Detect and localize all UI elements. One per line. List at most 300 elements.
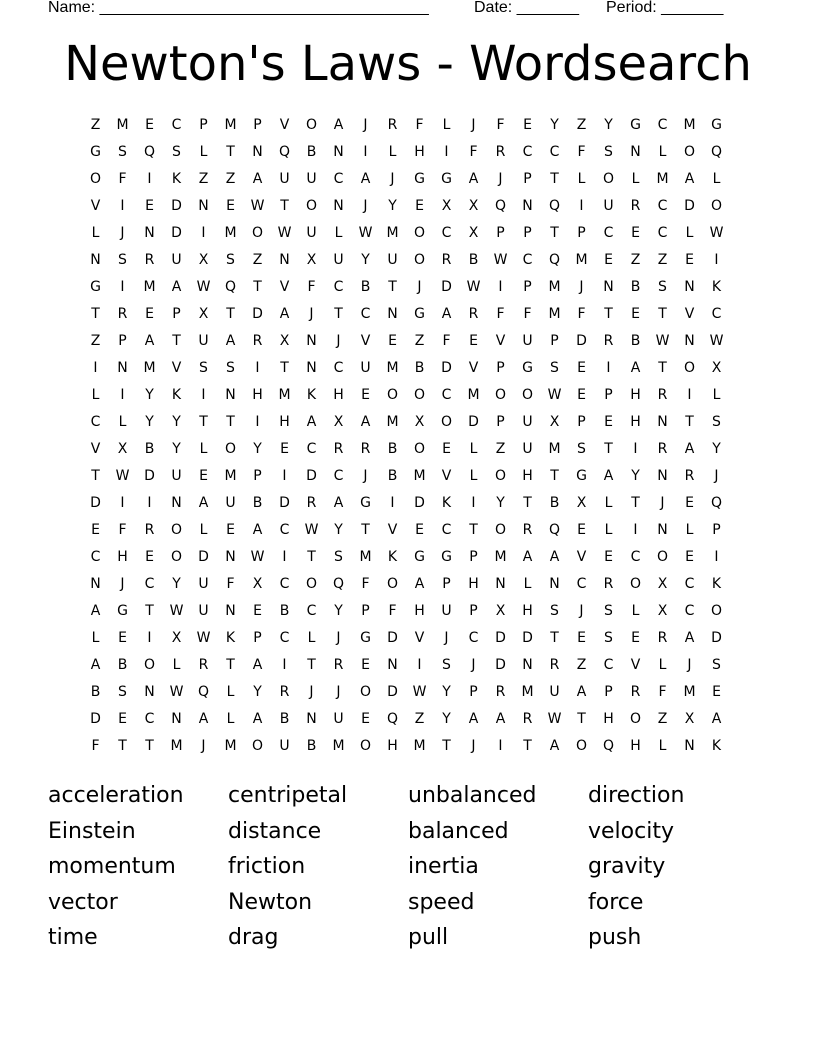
grid-letter[interactable]: D bbox=[684, 198, 695, 214]
grid-letter[interactable]: V bbox=[684, 306, 695, 322]
grid-letter[interactable]: Z bbox=[657, 711, 668, 727]
grid-letter[interactable]: W bbox=[709, 333, 724, 349]
grid-letter[interactable]: L bbox=[631, 603, 640, 619]
grid-letter[interactable]: Z bbox=[252, 252, 263, 268]
grid-letter[interactable]: E bbox=[361, 657, 370, 673]
grid-letter[interactable]: H bbox=[387, 738, 398, 754]
grid-letter[interactable]: T bbox=[658, 360, 667, 376]
grid-letter[interactable]: L bbox=[91, 387, 100, 403]
grid-letter[interactable]: L bbox=[226, 711, 235, 727]
grid-letter[interactable]: H bbox=[252, 387, 263, 403]
grid-letter[interactable]: T bbox=[91, 306, 100, 322]
grid-letter[interactable]: R bbox=[630, 684, 641, 700]
grid-letter[interactable]: H bbox=[414, 603, 425, 619]
grid-letter[interactable]: R bbox=[333, 657, 344, 673]
grid-letter[interactable]: J bbox=[471, 657, 476, 673]
grid-letter[interactable]: I bbox=[606, 360, 611, 376]
grid-letter[interactable]: C bbox=[279, 576, 290, 592]
grid-letter[interactable]: T bbox=[280, 198, 289, 214]
grid-letter[interactable]: W bbox=[466, 279, 481, 295]
grid-letter[interactable]: O bbox=[656, 549, 669, 565]
grid-letter[interactable]: Z bbox=[414, 333, 425, 349]
grid-letter[interactable]: N bbox=[144, 684, 155, 700]
grid-letter[interactable]: V bbox=[279, 117, 290, 133]
grid-letter[interactable]: O bbox=[440, 414, 453, 430]
grid-letter[interactable]: E bbox=[145, 549, 154, 565]
grid-letter[interactable]: X bbox=[171, 630, 182, 646]
grid-letter[interactable]: O bbox=[494, 468, 507, 484]
grid-letter[interactable]: C bbox=[441, 522, 452, 538]
grid-letter[interactable]: H bbox=[522, 468, 533, 484]
grid-letter[interactable]: I bbox=[282, 468, 287, 484]
grid-letter[interactable]: T bbox=[172, 333, 181, 349]
grid-letter[interactable]: L bbox=[685, 522, 694, 538]
grid-letter[interactable]: E bbox=[91, 522, 100, 538]
grid-letter[interactable]: C bbox=[360, 306, 371, 322]
grid-letter[interactable]: W bbox=[196, 630, 211, 646]
grid-letter[interactable]: R bbox=[360, 441, 371, 457]
grid-letter[interactable]: U bbox=[198, 576, 209, 592]
grid-letter[interactable]: I bbox=[255, 414, 260, 430]
grid-letter[interactable]: L bbox=[604, 522, 613, 538]
grid-letter[interactable]: V bbox=[441, 468, 452, 484]
grid-letter[interactable]: O bbox=[359, 684, 372, 700]
grid-letter[interactable]: F bbox=[496, 306, 505, 322]
grid-letter[interactable]: N bbox=[387, 657, 398, 673]
grid-letter[interactable]: T bbox=[199, 414, 208, 430]
grid-letter[interactable]: M bbox=[548, 306, 561, 322]
grid-letter[interactable]: Z bbox=[198, 171, 209, 187]
grid-letter[interactable]: A bbox=[360, 171, 371, 187]
grid-letter[interactable]: S bbox=[118, 684, 127, 700]
grid-letter[interactable]: X bbox=[711, 360, 722, 376]
grid-letter[interactable]: Z bbox=[90, 333, 101, 349]
grid-letter[interactable]: E bbox=[118, 630, 127, 646]
grid-letter[interactable]: T bbox=[91, 468, 100, 484]
grid-letter[interactable]: L bbox=[658, 738, 667, 754]
grid-letter[interactable]: T bbox=[604, 441, 613, 457]
grid-letter[interactable]: V bbox=[576, 549, 587, 565]
grid-letter[interactable]: B bbox=[387, 441, 398, 457]
grid-letter[interactable]: N bbox=[198, 198, 209, 214]
grid-letter[interactable]: B bbox=[630, 279, 641, 295]
grid-letter[interactable]: N bbox=[630, 144, 641, 160]
grid-letter[interactable]: F bbox=[442, 333, 451, 349]
grid-letter[interactable]: O bbox=[143, 657, 156, 673]
grid-letter[interactable]: R bbox=[657, 387, 668, 403]
grid-letter[interactable]: G bbox=[576, 468, 587, 484]
grid-letter[interactable]: X bbox=[333, 414, 344, 430]
grid-letter[interactable]: P bbox=[550, 333, 559, 349]
grid-letter[interactable]: N bbox=[657, 414, 668, 430]
grid-letter[interactable]: V bbox=[360, 333, 371, 349]
grid-letter[interactable]: W bbox=[358, 225, 373, 241]
grid-letter[interactable]: D bbox=[306, 468, 317, 484]
grid-letter[interactable]: J bbox=[444, 630, 449, 646]
grid-letter[interactable]: X bbox=[657, 576, 668, 592]
grid-letter[interactable]: T bbox=[145, 603, 154, 619]
grid-letter[interactable]: D bbox=[144, 468, 155, 484]
grid-letter[interactable]: I bbox=[417, 657, 422, 673]
grid-letter[interactable]: D bbox=[387, 630, 398, 646]
grid-letter[interactable]: Q bbox=[710, 495, 723, 511]
grid-letter[interactable]: M bbox=[494, 549, 507, 565]
grid-letter[interactable]: N bbox=[117, 360, 128, 376]
grid-letter[interactable]: B bbox=[144, 441, 155, 457]
grid-letter[interactable]: E bbox=[388, 333, 397, 349]
grid-letter[interactable]: R bbox=[657, 441, 668, 457]
grid-letter[interactable]: M bbox=[143, 279, 156, 295]
grid-letter[interactable]: E bbox=[442, 441, 451, 457]
grid-letter[interactable]: E bbox=[523, 117, 532, 133]
grid-letter[interactable]: I bbox=[363, 144, 368, 160]
grid-letter[interactable]: C bbox=[549, 144, 560, 160]
grid-letter[interactable]: W bbox=[547, 387, 562, 403]
grid-letter[interactable]: E bbox=[604, 252, 613, 268]
grid-letter[interactable]: Q bbox=[386, 711, 399, 727]
grid-letter[interactable]: C bbox=[684, 603, 695, 619]
grid-letter[interactable]: E bbox=[199, 468, 208, 484]
grid-letter[interactable]: J bbox=[336, 684, 341, 700]
grid-letter[interactable]: L bbox=[226, 684, 235, 700]
grid-letter[interactable]: Q bbox=[332, 576, 345, 592]
grid-letter[interactable]: N bbox=[684, 279, 695, 295]
grid-letter[interactable]: J bbox=[714, 468, 719, 484]
grid-letter[interactable]: Y bbox=[253, 441, 262, 457]
grid-letter[interactable]: S bbox=[226, 360, 235, 376]
grid-letter[interactable]: B bbox=[279, 711, 290, 727]
grid-letter[interactable]: M bbox=[386, 360, 399, 376]
grid-letter[interactable]: P bbox=[469, 684, 478, 700]
grid-letter[interactable]: U bbox=[522, 414, 533, 430]
grid-letter[interactable]: D bbox=[495, 657, 506, 673]
grid-letter[interactable]: S bbox=[550, 603, 559, 619]
grid-letter[interactable]: D bbox=[387, 684, 398, 700]
grid-letter[interactable]: U bbox=[522, 333, 533, 349]
grid-letter[interactable]: U bbox=[279, 171, 290, 187]
grid-letter[interactable]: P bbox=[604, 387, 613, 403]
grid-letter[interactable]: M bbox=[143, 360, 156, 376]
grid-letter[interactable]: Y bbox=[334, 603, 343, 619]
grid-letter[interactable]: R bbox=[549, 657, 560, 673]
grid-letter[interactable]: O bbox=[251, 225, 264, 241]
grid-letter[interactable]: L bbox=[712, 171, 721, 187]
grid-letter[interactable]: G bbox=[90, 279, 101, 295]
grid-letter[interactable]: T bbox=[307, 549, 316, 565]
grid-letter[interactable]: V bbox=[630, 657, 641, 673]
grid-letter[interactable]: S bbox=[334, 549, 343, 565]
grid-letter[interactable]: E bbox=[361, 387, 370, 403]
grid-letter[interactable]: K bbox=[171, 387, 182, 403]
grid-letter[interactable]: Z bbox=[657, 252, 668, 268]
grid-letter[interactable]: P bbox=[523, 279, 532, 295]
grid-letter[interactable]: N bbox=[684, 333, 695, 349]
grid-letter[interactable]: B bbox=[360, 279, 371, 295]
grid-letter[interactable]: R bbox=[333, 441, 344, 457]
grid-letter[interactable]: F bbox=[307, 279, 316, 295]
grid-letter[interactable]: O bbox=[305, 117, 318, 133]
grid-letter[interactable]: S bbox=[604, 630, 613, 646]
grid-letter[interactable]: E bbox=[604, 549, 613, 565]
grid-letter[interactable]: P bbox=[523, 171, 532, 187]
grid-letter[interactable]: L bbox=[685, 225, 694, 241]
grid-letter[interactable]: O bbox=[305, 198, 318, 214]
grid-letter[interactable]: Q bbox=[548, 198, 561, 214]
grid-letter[interactable]: S bbox=[199, 360, 208, 376]
grid-letter[interactable]: B bbox=[90, 684, 101, 700]
grid-letter[interactable]: F bbox=[226, 576, 235, 592]
grid-letter[interactable]: S bbox=[712, 657, 721, 673]
grid-letter[interactable]: C bbox=[657, 117, 668, 133]
grid-letter[interactable]: Y bbox=[442, 684, 451, 700]
grid-letter[interactable]: M bbox=[224, 468, 237, 484]
grid-letter[interactable]: P bbox=[253, 468, 262, 484]
grid-letter[interactable]: C bbox=[657, 225, 668, 241]
grid-letter[interactable]: W bbox=[169, 684, 184, 700]
grid-letter[interactable]: G bbox=[117, 603, 128, 619]
grid-letter[interactable]: M bbox=[386, 225, 399, 241]
grid-letter[interactable]: D bbox=[495, 630, 506, 646]
grid-letter[interactable]: R bbox=[630, 198, 641, 214]
grid-letter[interactable]: S bbox=[442, 657, 451, 673]
grid-letter[interactable]: M bbox=[683, 684, 696, 700]
grid-letter[interactable]: L bbox=[199, 522, 208, 538]
grid-letter[interactable]: S bbox=[118, 144, 127, 160]
grid-letter[interactable]: Z bbox=[630, 252, 641, 268]
grid-letter[interactable]: R bbox=[441, 252, 452, 268]
grid-letter[interactable]: X bbox=[198, 252, 209, 268]
grid-letter[interactable]: X bbox=[468, 225, 479, 241]
grid-letter[interactable]: O bbox=[629, 576, 642, 592]
grid-letter[interactable]: E bbox=[145, 198, 154, 214]
grid-letter[interactable]: G bbox=[441, 171, 452, 187]
grid-letter[interactable]: L bbox=[388, 144, 397, 160]
grid-letter[interactable]: J bbox=[336, 630, 341, 646]
grid-letter[interactable]: P bbox=[442, 576, 451, 592]
grid-letter[interactable]: T bbox=[334, 306, 343, 322]
grid-letter[interactable]: X bbox=[117, 441, 128, 457]
grid-letter[interactable]: C bbox=[576, 576, 587, 592]
grid-letter[interactable]: J bbox=[336, 333, 341, 349]
grid-letter[interactable]: R bbox=[144, 522, 155, 538]
grid-letter[interactable]: I bbox=[282, 657, 287, 673]
grid-letter[interactable]: E bbox=[577, 522, 586, 538]
grid-letter[interactable]: A bbox=[171, 279, 182, 295]
grid-letter[interactable]: N bbox=[306, 333, 317, 349]
grid-letter[interactable]: L bbox=[577, 171, 586, 187]
grid-letter[interactable]: Y bbox=[145, 387, 154, 403]
grid-letter[interactable]: G bbox=[360, 630, 371, 646]
grid-letter[interactable]: C bbox=[441, 225, 452, 241]
grid-letter[interactable]: A bbox=[549, 738, 560, 754]
grid-letter[interactable]: S bbox=[604, 603, 613, 619]
grid-letter[interactable]: M bbox=[278, 387, 291, 403]
grid-letter[interactable]: C bbox=[144, 576, 155, 592]
grid-letter[interactable]: J bbox=[687, 657, 692, 673]
grid-letter[interactable]: E bbox=[118, 711, 127, 727]
grid-letter[interactable]: X bbox=[495, 603, 506, 619]
grid-letter[interactable]: F bbox=[388, 603, 397, 619]
grid-letter[interactable]: D bbox=[90, 711, 101, 727]
grid-letter[interactable]: E bbox=[577, 630, 586, 646]
grid-letter[interactable]: Z bbox=[414, 711, 425, 727]
grid-letter[interactable]: A bbox=[495, 711, 506, 727]
grid-letter[interactable]: B bbox=[387, 468, 398, 484]
grid-letter[interactable]: A bbox=[522, 549, 533, 565]
grid-letter[interactable]: R bbox=[522, 711, 533, 727]
grid-letter[interactable]: L bbox=[523, 576, 532, 592]
grid-letter[interactable]: E bbox=[226, 198, 235, 214]
grid-letter[interactable]: L bbox=[199, 441, 208, 457]
grid-letter[interactable]: N bbox=[657, 522, 668, 538]
grid-letter[interactable]: E bbox=[145, 306, 154, 322]
grid-letter[interactable]: F bbox=[361, 576, 370, 592]
grid-letter[interactable]: I bbox=[120, 279, 125, 295]
grid-letter[interactable]: N bbox=[279, 252, 290, 268]
grid-letter[interactable]: K bbox=[711, 279, 722, 295]
grid-letter[interactable]: K bbox=[711, 576, 722, 592]
grid-letter[interactable]: X bbox=[657, 603, 668, 619]
grid-letter[interactable]: A bbox=[684, 171, 695, 187]
grid-letter[interactable]: P bbox=[577, 225, 586, 241]
grid-letter[interactable]: D bbox=[576, 333, 587, 349]
grid-letter[interactable]: J bbox=[579, 603, 584, 619]
grid-letter[interactable]: H bbox=[414, 144, 425, 160]
grid-letter[interactable]: B bbox=[279, 603, 290, 619]
grid-letter[interactable]: G bbox=[360, 495, 371, 511]
grid-letter[interactable]: W bbox=[709, 225, 724, 241]
grid-letter[interactable]: N bbox=[225, 387, 236, 403]
grid-letter[interactable]: C bbox=[630, 549, 641, 565]
grid-letter[interactable]: D bbox=[171, 225, 182, 241]
grid-letter[interactable]: P bbox=[118, 333, 127, 349]
grid-letter[interactable]: N bbox=[684, 738, 695, 754]
grid-letter[interactable]: T bbox=[523, 495, 532, 511]
grid-letter[interactable]: X bbox=[684, 711, 695, 727]
grid-letter[interactable]: Y bbox=[172, 414, 181, 430]
grid-letter[interactable]: G bbox=[414, 171, 425, 187]
grid-letter[interactable]: Q bbox=[278, 144, 291, 160]
grid-letter[interactable]: S bbox=[712, 414, 721, 430]
grid-letter[interactable]: J bbox=[120, 576, 125, 592]
grid-letter[interactable]: L bbox=[469, 468, 478, 484]
grid-letter[interactable]: I bbox=[390, 495, 395, 511]
grid-letter[interactable]: Z bbox=[576, 657, 587, 673]
grid-letter[interactable]: C bbox=[333, 279, 344, 295]
grid-letter[interactable]: F bbox=[496, 117, 505, 133]
grid-letter[interactable]: C bbox=[279, 522, 290, 538]
grid-letter[interactable]: C bbox=[468, 630, 479, 646]
grid-letter[interactable]: T bbox=[307, 657, 316, 673]
grid-letter[interactable]: V bbox=[468, 360, 479, 376]
grid-letter[interactable]: N bbox=[657, 468, 668, 484]
grid-letter[interactable]: N bbox=[495, 576, 506, 592]
grid-letter[interactable]: Y bbox=[550, 117, 559, 133]
grid-letter[interactable]: Q bbox=[710, 144, 723, 160]
grid-letter[interactable]: G bbox=[90, 144, 101, 160]
grid-letter[interactable]: D bbox=[711, 630, 722, 646]
grid-letter[interactable]: I bbox=[147, 495, 152, 511]
grid-letter[interactable]: A bbox=[468, 711, 479, 727]
grid-letter[interactable]: B bbox=[468, 252, 479, 268]
grid-letter[interactable]: W bbox=[277, 225, 292, 241]
grid-letter[interactable]: O bbox=[89, 171, 102, 187]
grid-letter[interactable]: I bbox=[714, 252, 719, 268]
grid-letter[interactable]: O bbox=[521, 387, 534, 403]
grid-letter[interactable]: N bbox=[306, 711, 317, 727]
grid-letter[interactable]: T bbox=[226, 144, 235, 160]
grid-letter[interactable]: R bbox=[252, 333, 263, 349]
grid-letter[interactable]: T bbox=[550, 630, 559, 646]
grid-letter[interactable]: M bbox=[170, 738, 183, 754]
grid-letter[interactable]: W bbox=[250, 198, 265, 214]
grid-letter[interactable]: G bbox=[522, 360, 533, 376]
grid-letter[interactable]: W bbox=[547, 711, 562, 727]
grid-letter[interactable]: S bbox=[226, 252, 235, 268]
grid-letter[interactable]: P bbox=[361, 603, 370, 619]
grid-letter[interactable]: I bbox=[201, 387, 206, 403]
grid-letter[interactable]: I bbox=[282, 549, 287, 565]
grid-letter[interactable]: Y bbox=[631, 468, 640, 484]
grid-letter[interactable]: P bbox=[604, 684, 613, 700]
grid-letter[interactable]: H bbox=[333, 387, 344, 403]
grid-letter[interactable]: D bbox=[468, 414, 479, 430]
grid-letter[interactable]: R bbox=[144, 252, 155, 268]
grid-letter[interactable]: C bbox=[522, 252, 533, 268]
grid-letter[interactable]: L bbox=[658, 144, 667, 160]
grid-letter[interactable]: T bbox=[388, 279, 397, 295]
grid-letter[interactable]: Z bbox=[576, 117, 587, 133]
grid-letter[interactable]: B bbox=[252, 495, 263, 511]
grid-letter[interactable]: Y bbox=[388, 198, 397, 214]
grid-letter[interactable]: F bbox=[91, 738, 100, 754]
grid-letter[interactable]: T bbox=[253, 279, 262, 295]
grid-letter[interactable]: P bbox=[496, 225, 505, 241]
grid-letter[interactable]: F bbox=[658, 684, 667, 700]
grid-letter[interactable]: J bbox=[417, 279, 422, 295]
grid-letter[interactable]: R bbox=[657, 630, 668, 646]
grid-letter[interactable]: O bbox=[710, 198, 723, 214]
grid-letter[interactable]: T bbox=[280, 360, 289, 376]
grid-letter[interactable]: C bbox=[333, 468, 344, 484]
grid-letter[interactable]: P bbox=[172, 306, 181, 322]
grid-letter[interactable]: E bbox=[577, 360, 586, 376]
grid-letter[interactable]: U bbox=[171, 468, 182, 484]
grid-letter[interactable]: G bbox=[630, 117, 641, 133]
grid-letter[interactable]: F bbox=[577, 144, 586, 160]
grid-letter[interactable]: Y bbox=[604, 117, 613, 133]
grid-letter[interactable]: P bbox=[577, 414, 586, 430]
grid-letter[interactable]: T bbox=[442, 738, 451, 754]
grid-letter[interactable]: R bbox=[495, 144, 506, 160]
grid-letter[interactable]: J bbox=[660, 495, 665, 511]
grid-letter[interactable]: B bbox=[630, 333, 641, 349]
grid-letter[interactable]: N bbox=[603, 279, 614, 295]
grid-letter[interactable]: L bbox=[334, 225, 343, 241]
grid-letter[interactable]: L bbox=[199, 144, 208, 160]
grid-letter[interactable]: N bbox=[90, 252, 101, 268]
grid-letter[interactable]: R bbox=[603, 576, 614, 592]
grid-letter[interactable]: X bbox=[576, 495, 587, 511]
grid-letter[interactable]: C bbox=[171, 117, 182, 133]
grid-letter[interactable]: C bbox=[441, 387, 452, 403]
grid-letter[interactable]: X bbox=[306, 252, 317, 268]
grid-letter[interactable]: A bbox=[576, 684, 587, 700]
grid-letter[interactable]: N bbox=[549, 576, 560, 592]
grid-letter[interactable]: L bbox=[658, 657, 667, 673]
grid-letter[interactable]: C bbox=[711, 306, 722, 322]
grid-letter[interactable]: L bbox=[91, 630, 100, 646]
